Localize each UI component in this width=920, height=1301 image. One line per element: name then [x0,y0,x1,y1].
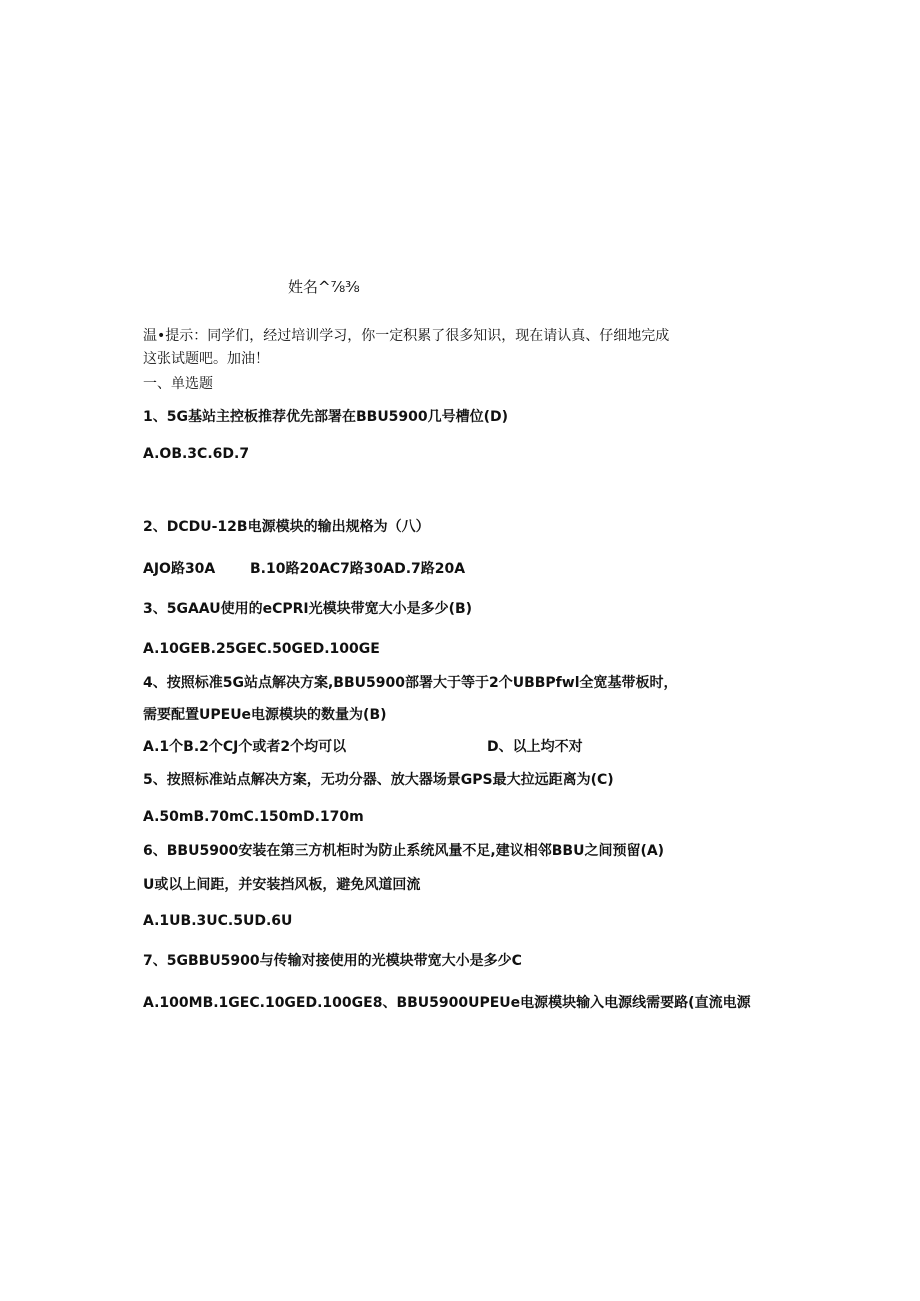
question-4-stem-2: 需要配置UPEUe电源模块的数量为(B) [143,707,387,723]
intro-line-1: 温•提示：同学们，经过培训学习，你一定积累了很多知识，现在请认真、仔细地完成 [143,328,670,344]
intro-line-2: 这张试题吧。加油！ [143,351,269,367]
question-3-stem: 3、5GAAU使用的eCPRI光模块带宽大小是多少(B) [143,601,473,617]
question-7-stem: 7、5GBBU5900与传输对接使用的光模块带宽大小是多少C [143,953,522,969]
question-4-option-d: D、以上均不对 [487,739,583,755]
question-1-stem: 1、5G基站主控板推荐优先部署在BBU5900几号槽位(D) [143,409,509,425]
question-2-options-a: AJO路30A [143,561,216,577]
question-4-options-abc: A.1个B.2个CJ个或者2个均可以 [143,739,347,755]
question-5-options: A.50mB.70mC.150mD.170m [143,809,364,825]
question-6-stem-1: 6、BBU5900安装在第三方机柜时为防止系统风量不足,建议相邻BBU之间预留(A) [143,843,665,859]
question-6-stem-2: U或以上间距，并安装挡风板，避免风道回流 [143,877,421,893]
question-7-options: A.100MB.1GEC.10GED.100GE8、BBU5900UPEUe电源模块输入电源线需要路(直流电源 [143,995,751,1011]
section-title: 一、单选题 [143,376,213,392]
question-6-options: A.1UB.3UC.5UD.6U [143,913,293,929]
question-4-stem-1: 4、按照标准5G站点解决方案,BBU5900部署大于等于2个UBBPfwl全宽基带板时， [143,675,678,691]
question-2-options-b: B.10路20AC7路30AD.7路20A [250,561,466,577]
name-line: 姓名^⅞⅜ [288,278,360,296]
question-5-stem: 5、按照标准站点解决方案，无功分器、放大器场景GPS最大拉远距离为(C) [143,772,614,788]
question-3-options: A.10GEB.25GEC.50GED.100GE [143,641,380,657]
question-1-options: A.OB.3C.6D.7 [143,446,250,462]
question-2-stem: 2、DCDU-12B电源模块的输出规格为（八） [143,519,430,535]
